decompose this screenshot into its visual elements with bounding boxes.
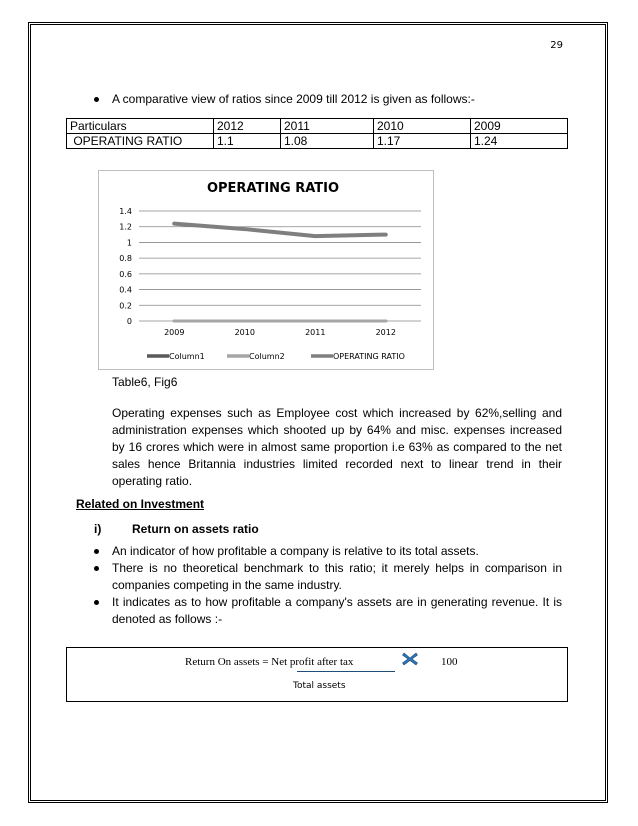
formula-box [66,647,568,702]
y-tick-label: 0.2 [119,301,132,311]
bullet-item: An indicator of how profitable a company is relative to its total assets. [112,544,479,558]
table-cell: 1.1 [214,134,281,149]
bullet-dot [94,97,99,102]
page-number: 29 [550,40,563,51]
legend-label: Column2 [249,352,285,361]
intro-bullet: A comparative view of ratios since 2009 till 2012 is given as follows:- [112,92,475,106]
table-cell: 2010 [374,119,471,134]
table-cell: 2009 [471,119,568,134]
table-cell: 1.24 [471,134,568,149]
y-tick-label: 0.4 [119,285,132,295]
table-cell: Particulars [67,119,214,134]
table-cell: 2011 [281,119,374,134]
subsection-number: i) [94,522,102,536]
section-heading: Related on Investment [76,497,205,511]
legend-label: Column1 [169,352,205,361]
bullet-item: There is no theoretical benchmark to this ratio; it merely helps in comparison in companies competing in the same industry. [112,561,562,592]
y-tick-label: 1 [126,238,132,248]
fraction-line [297,671,395,672]
table-cell: OPERATING RATIO [67,134,214,149]
bullet-dot [94,566,99,571]
y-tick-label: 0.8 [119,254,132,264]
operating-ratio-chart [98,170,434,370]
formula-multiplier: 100 [441,656,458,668]
x-tick-label: 2009 [164,328,185,337]
series-line [174,224,386,237]
table-cell: 1.17 [374,134,471,149]
x-tick-label: 2012 [375,328,396,337]
chart-svg [99,171,433,369]
bullet-item: It indicates as to how profitable a company's assets are in generating revenue. It is denoted as follows :- [112,595,562,626]
multiply-icon [401,651,419,667]
chart-title: OPERATING RATIO [206,181,340,196]
formula-denominator: Total assets [293,681,346,691]
analysis-paragraph: Operating expenses such as Employee cost which increased by 62%,selling and administration expenses which shooted up by 64% and misc. expenses increased by 16 crores which were in almost same proportion i.e 63% as compared to the net sales hence Britannia industries limited recorded next to linear trend in their operating ratio. [112,406,562,488]
table-cell: 2012 [214,119,281,134]
subsection-title: Return on assets ratio [132,522,259,536]
bullet-dot [94,600,99,605]
table-header-row [67,119,568,134]
table-row [67,134,568,149]
y-tick-label: 1.4 [119,207,132,216]
ratios-table [66,118,568,149]
y-tick-label: 0.6 [119,269,132,279]
y-tick-label: 0 [126,317,132,326]
y-tick-label: 1.2 [119,222,132,232]
legend-label: OPERATING RATIO [333,352,405,361]
x-tick-label: 2010 [234,328,255,337]
formula-numerator: Return On assets = Net profit after tax [185,656,354,668]
table-cell: 1.08 [281,134,374,149]
bullet-dot [94,549,99,554]
figure-caption: Table6, Fig6 [112,375,178,389]
x-tick-label: 2011 [305,328,326,337]
